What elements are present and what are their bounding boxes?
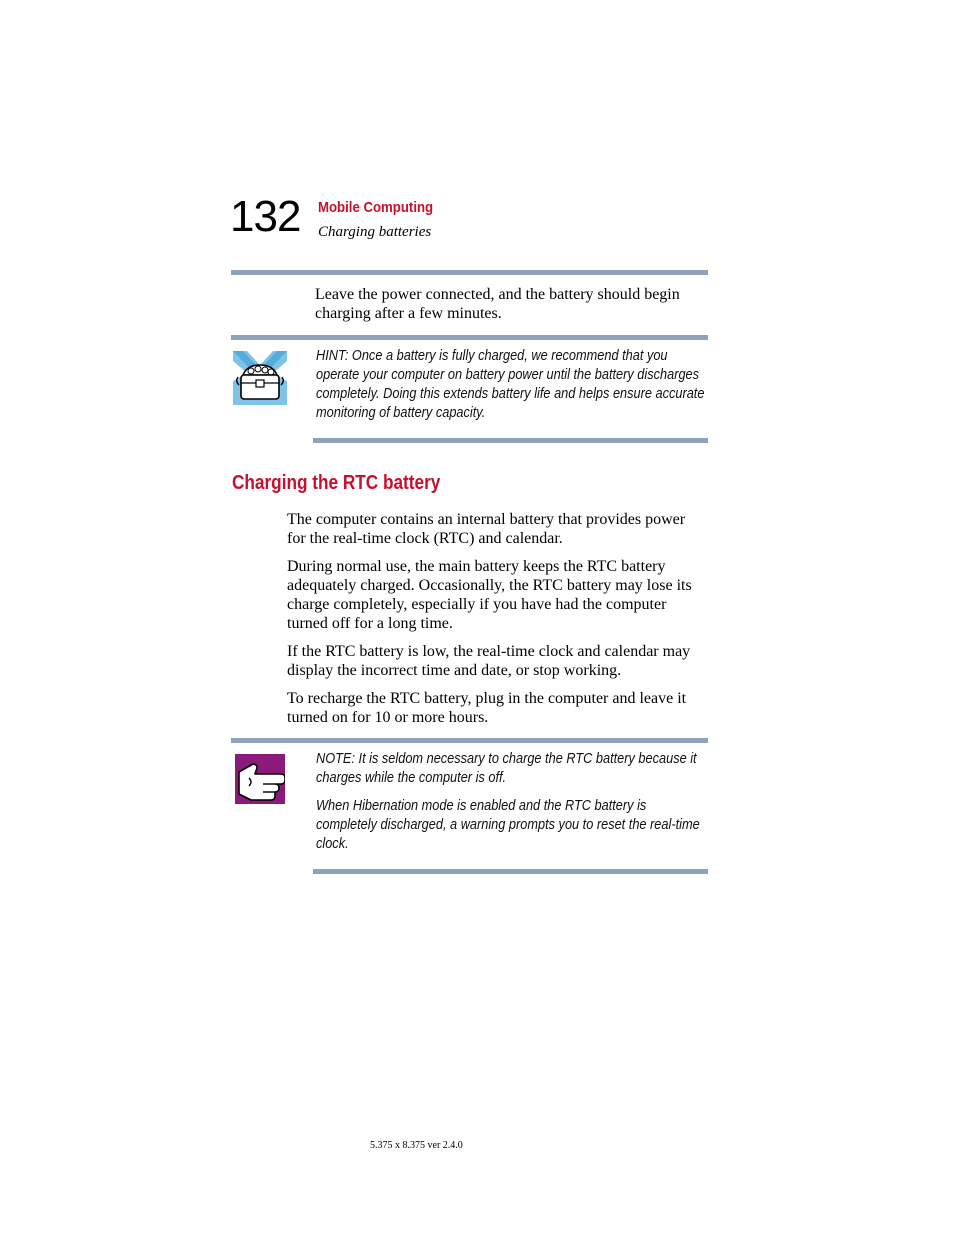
pointing-hand-icon <box>235 754 285 804</box>
hint-text: HINT: Once a battery is fully charged, we recommend that you operate your computer on battery power until the battery discharges completely. Doing this extends battery life and helps ensure accurate monitoring of battery capacity. <box>316 348 705 421</box>
intro-text: Leave the power connected, and the battery should begin charging after a few minutes. <box>315 286 680 322</box>
treasure-chest-icon <box>233 351 287 405</box>
footer-version: 5.375 x 8.375 ver 2.4.0 <box>370 1140 463 1151</box>
top-divider <box>231 270 708 275</box>
intro-paragraph <box>315 285 710 332</box>
note-paragraph-1: NOTE: It is seldom necessary to charge the RTC battery because it charges while the computer is off. <box>316 751 697 786</box>
rtc-paragraph-2: During normal use, the main battery keeps the RTC battery adequately charged. Occasionally, the RTC battery may lose its charge completely, especially if you have had the computer turned off for a long time. <box>287 558 692 632</box>
hint-text-block <box>316 347 708 432</box>
section-heading: Charging the RTC battery <box>232 472 441 494</box>
note-text-block <box>316 750 708 863</box>
section-title: Charging batteries <box>318 224 432 240</box>
note-bottom-divider <box>313 869 708 874</box>
rtc-body <box>287 510 707 736</box>
rtc-paragraph-1: The computer contains an internal battery that provides power for the real-time clock (RTC) and calendar. <box>287 511 686 547</box>
note-top-divider <box>231 738 708 743</box>
hint-top-divider <box>231 335 708 340</box>
note-paragraph-2: When Hibernation mode is enabled and the RTC battery is completely discharged, a warning prompts you to reset the real-time clock. <box>316 798 700 852</box>
page-number: 132 <box>230 192 301 241</box>
rtc-paragraph-3: If the RTC battery is low, the real-time clock and calendar may display the incorrect time and date, or stop working. <box>287 643 691 679</box>
rtc-paragraph-4: To recharge the RTC battery, plug in the computer and leave it turned on for 10 or more hours. <box>287 690 687 726</box>
hint-bottom-divider <box>313 438 708 443</box>
chapter-title: Mobile Computing <box>318 199 434 216</box>
